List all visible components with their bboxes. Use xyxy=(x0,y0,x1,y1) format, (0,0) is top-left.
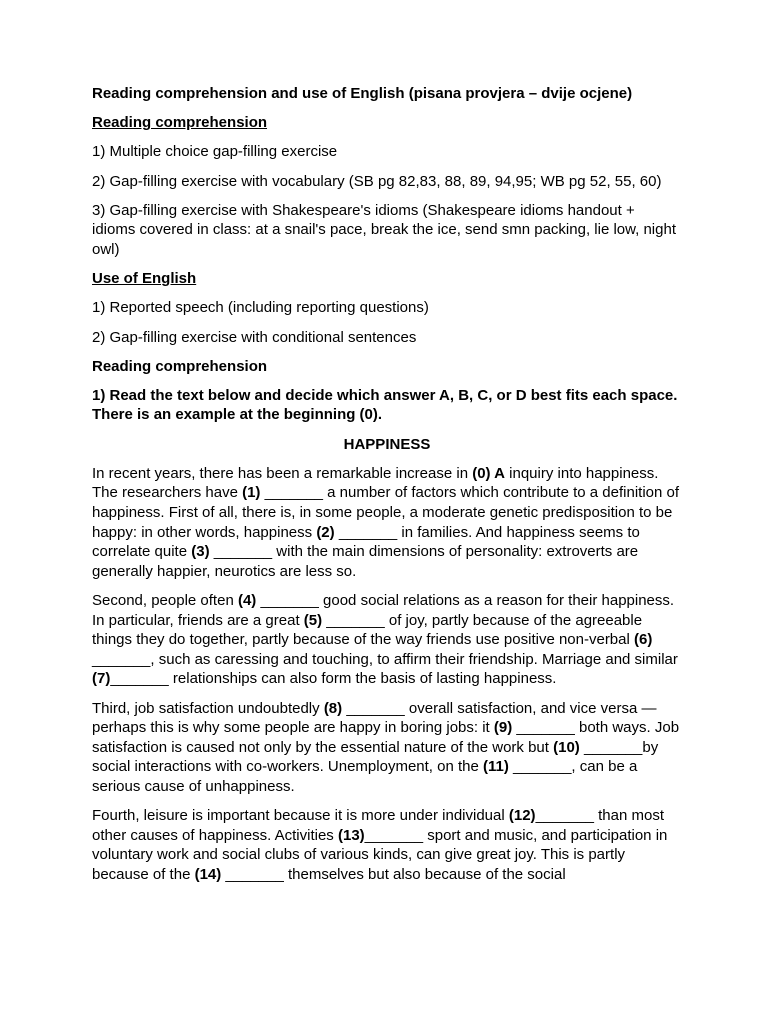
text-title: HAPPINESS xyxy=(343,435,431,453)
gap-number: (8) xyxy=(323,699,343,717)
text-paragraph-3 xyxy=(92,699,682,797)
text-run: _______ good social relations as a reason for their happiness. In particular, friends are a great xyxy=(92,592,675,629)
text-run: _______by social interactions with co-workers. Unemployment, on the xyxy=(92,738,659,776)
text-run: _______, such as caressing and touching, to affirm their friendship. Marriage and similar xyxy=(92,650,678,668)
gap-number: (10) xyxy=(553,738,580,756)
gap-number: (12) xyxy=(508,807,536,825)
gap-number: (1) xyxy=(242,484,261,502)
reading-comprehension-heading: Reading comprehension xyxy=(92,114,268,132)
text-run: _______ a number of factors which contribute to a definition of happiness. First of all, there is, in some people, a moderate genetic predisposition to be happy: in other words, happiness xyxy=(92,484,680,541)
text-run: inquiry into happiness. The researchers have xyxy=(92,464,659,502)
exercise-heading: Reading comprehension xyxy=(92,357,268,375)
text-run: In recent years, there has been a remarkable increase in xyxy=(92,464,473,482)
text-run: Fourth, leisure is important because it is more under individual xyxy=(92,807,509,825)
text-run: _______ both ways. Job satisfaction is caused not only by the essential nature of the work but xyxy=(92,719,680,756)
document-content xyxy=(92,84,682,894)
text-run: _______ than most other causes of happiness. Activities xyxy=(92,807,664,844)
text-run: _______ themselves but also because of the social xyxy=(221,865,566,883)
exercise-instruction: 1) Read the text below and decide which answer A, B, C, or D best fits each space. There is an example at the beginning (0). xyxy=(92,386,678,424)
reading-item-1: 1) Multiple choice gap-filling exercise xyxy=(92,143,338,161)
text-run: _______ with the main dimensions of personality: extroverts are generally happier, neurotics are less so. xyxy=(92,543,639,580)
use-of-english-item-2: 2) Gap-filling exercise with conditional sentences xyxy=(92,328,417,346)
reading-item-3: 3) Gap-filling exercise with Shakespeare's idioms (Shakespeare idioms handout + idioms covered in class: at a snail's pace, break the ice, send smn packing, lie low, night owl) xyxy=(92,201,676,258)
gap-number: (7) xyxy=(92,670,111,688)
use-of-english-heading: Use of English xyxy=(92,270,197,288)
document-title: Reading comprehension and use of English (pisana provjera – dvije ocjene) xyxy=(92,85,633,102)
reading-item-2: 2) Gap-filling exercise with vocabulary (SB pg 82,83, 88, 89, 94,95; WB pg 52, 55, 60) xyxy=(92,172,662,190)
text-run: Third, job satisfaction undoubtedly xyxy=(92,699,324,717)
text-run: _______ sport and music, and participation in voluntary work and social clubs of various kinds, can give great joy. This is partly because of the xyxy=(92,826,668,883)
gap-number: (6) xyxy=(634,631,653,649)
gap-number: (13) xyxy=(337,826,365,844)
gap-number: (5) xyxy=(303,611,323,629)
text-run: Second, people often xyxy=(92,592,238,609)
gap-number: (11) xyxy=(483,758,509,776)
text-run: _______ in families. And happiness seems to correlate quite xyxy=(92,523,640,561)
text-paragraph-2 xyxy=(92,591,682,689)
use-of-english-item-1: 1) Reported speech (including reporting questions) xyxy=(92,299,429,317)
gap-number: (2) xyxy=(316,523,335,541)
happiness-text xyxy=(92,464,682,885)
gap-number: (3) xyxy=(191,543,210,561)
text-run: _______ overall satisfaction, and vice versa — perhaps this is why some people are happy in boring jobs: it xyxy=(92,699,657,737)
gap-number: (9) xyxy=(493,719,513,737)
text-run: _______ of joy, partly because of the agreeable things they do together, partly because of the way friends use positive non-verbal xyxy=(92,611,643,649)
gap-number: (4) xyxy=(237,592,257,609)
gap-number: (14) xyxy=(194,865,222,883)
gap-number: (0) A xyxy=(472,464,505,482)
text-paragraph-1 xyxy=(92,464,682,582)
text-run: _______, can be a serious cause of unhappiness. xyxy=(92,758,638,795)
text-run: _______ relationships can also form the basis of lasting happiness. xyxy=(110,670,557,688)
text-paragraph-4 xyxy=(92,806,682,884)
